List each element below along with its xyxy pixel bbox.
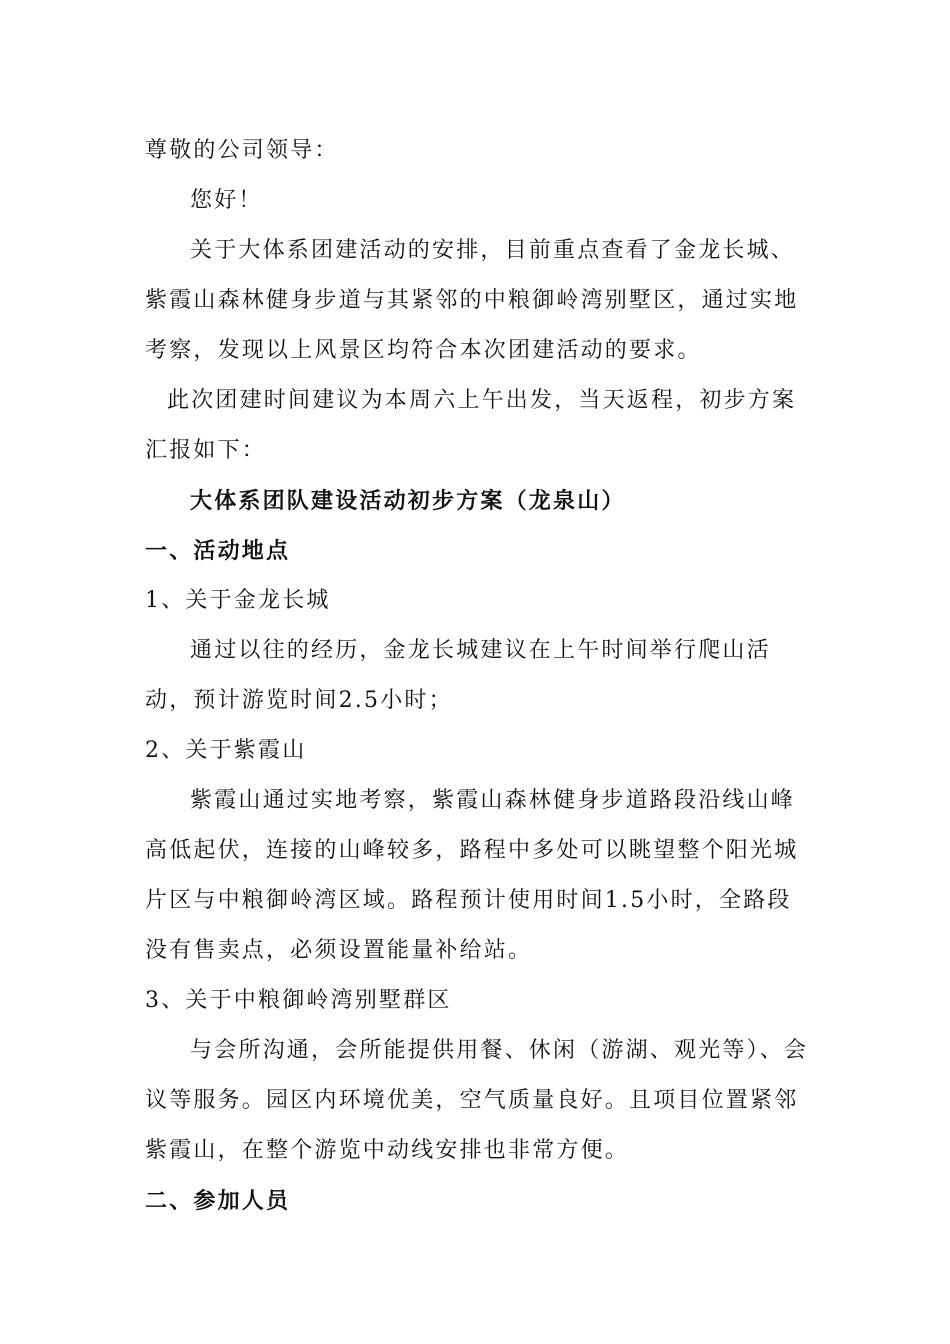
intro-paragraph: 关于大体系团建活动的安排，目前重点查看了金龙长城、紫霞山森林健身步道与其紧邻的中粮御岭湾别墅区，通过实地考察，发现以上风景区均符合本次团建活动的要求。: [145, 238, 799, 363]
greeting: 您好！: [190, 188, 263, 213]
item-1-body: 通过以往的经历，金龙长城建议在上午时间举行爬山活动，预计游览时间2.5小时；: [145, 638, 771, 713]
salutation: 尊敬的公司领导：: [145, 138, 339, 163]
item-1-heading: 1、关于金龙长城: [145, 588, 331, 613]
item-3-body: 与会所沟通，会所能提供用餐、休闲（游湖、观光等）、会议等服务。园区内环境优美，空气质量良好。且项目位置紧邻紫霞山，在整个游览中动线安排也非常方便。: [145, 1038, 809, 1163]
item-2-heading: 2、关于紫霞山: [145, 738, 307, 763]
item-2-body: 紫霞山通过实地考察，紫霞山森林健身步道路段沿线山峰高低起伏，连接的山峰较多，路程中多处可以眺望整个阳光城片区与中粮御岭湾区域。路程预计使用时间1.5小时，全路段没有售卖点，必须设置能量补给站。: [145, 788, 799, 963]
section-2-heading: 二、参加人员: [145, 1188, 291, 1214]
section-1-heading: 一、活动地点: [145, 538, 291, 564]
plan-title: 大体系团队建设活动初步方案（龙泉山）: [190, 488, 626, 514]
schedule-paragraph: 此次团建时间建议为本周六上午出发，当天返程，初步方案汇报如下：: [145, 388, 797, 463]
item-3-heading: 3、关于中粮御岭湾别墅群区: [145, 988, 452, 1013]
document-body: [145, 126, 810, 1226]
